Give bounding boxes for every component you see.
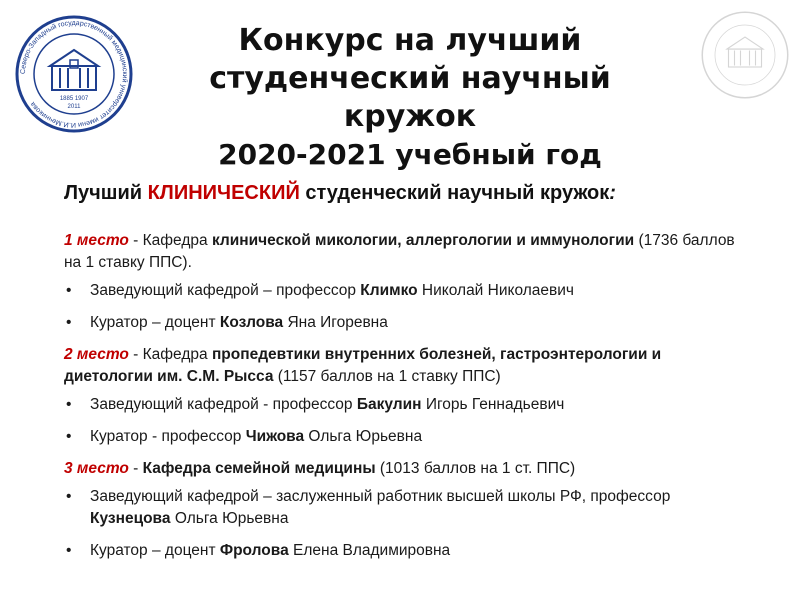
surname: Климко xyxy=(360,282,418,299)
role-text: Куратор – доцент xyxy=(90,542,220,559)
place-entry xyxy=(64,230,754,274)
results-list xyxy=(64,230,754,572)
bullet-icon: • xyxy=(66,428,72,445)
surname: Козлова xyxy=(219,314,284,331)
role-text: Заведующий кафедрой - профессор xyxy=(90,396,357,413)
bullet-icon: • xyxy=(66,396,72,413)
bullet-icon: • xyxy=(66,314,72,331)
place-label: 1 место xyxy=(64,232,129,249)
bullet-icon: • xyxy=(66,282,72,299)
heading-suffix: студенческий научный кружок xyxy=(299,182,610,204)
place-score: (1013 баллов на 1 ст. ППС) xyxy=(375,460,576,477)
given-names: Игорь Геннадьевич xyxy=(421,396,565,413)
staff-list xyxy=(64,394,754,448)
svg-text:1885 1907: 1885 1907 xyxy=(59,96,89,102)
given-names: Яна Игоревна xyxy=(283,314,388,331)
list-item xyxy=(64,394,754,416)
surname: Кузнецова xyxy=(90,510,171,527)
title-line-3: 2020-2021 учебный год xyxy=(218,138,602,171)
role-text: Заведующий кафедрой – профессор xyxy=(90,282,361,299)
role-text: Куратор – доцент xyxy=(90,314,220,331)
heading-prefix: Лучший xyxy=(64,182,148,204)
list-item xyxy=(64,426,754,448)
place-label: 2 место xyxy=(64,346,129,363)
department-name: пропедевтики внутренних болезней, гастроэнтерологии и диетологии им. С.М. Рысса xyxy=(64,346,662,385)
place-score: (1157 баллов на 1 ставку ППС) xyxy=(273,368,501,385)
surname: Бакулин xyxy=(356,396,422,413)
place-entry xyxy=(64,344,754,388)
title-line-1: Конкурс на лучший xyxy=(238,23,582,58)
bullet-icon: • xyxy=(66,542,72,559)
staff-list xyxy=(64,280,754,334)
list-item xyxy=(64,540,754,562)
bullet-icon: • xyxy=(66,488,72,505)
place-score: (1736 баллов на 1 ставку ППС). xyxy=(64,232,735,271)
list-item xyxy=(64,280,754,302)
place-text: - Кафедра xyxy=(128,346,212,363)
place-text: - xyxy=(128,460,143,477)
place-text: - Кафедра xyxy=(128,232,212,249)
section-heading xyxy=(64,182,616,205)
surname: Чижова xyxy=(245,428,305,445)
role-text: Куратор - профессор xyxy=(90,428,246,445)
university-logo-watermark xyxy=(700,10,790,100)
heading-colon: : xyxy=(609,182,616,204)
department-name: Кафедра семейной медицины xyxy=(142,460,376,477)
list-item xyxy=(64,486,754,530)
heading-highlight: КЛИНИЧЕСКИЙ xyxy=(147,182,300,204)
title-line-2: студенческий научный кружок xyxy=(209,61,611,134)
given-names: Ольга Юрьевна xyxy=(170,510,289,527)
role-text: Заведующий кафедрой – заслуженный работник высшей школы РФ, профессор xyxy=(90,488,671,505)
place-label: 3 место xyxy=(64,460,129,477)
department-name: клинической микологии, аллергологии и иммунологии xyxy=(211,232,635,249)
page-title xyxy=(140,22,680,174)
given-names: Николай Николаевич xyxy=(417,282,574,299)
surname: Фролова xyxy=(219,542,289,559)
svg-text:2011: 2011 xyxy=(67,104,81,110)
given-names: Елена Владимировна xyxy=(288,542,451,559)
staff-list xyxy=(64,486,754,562)
given-names: Ольга Юрьевна xyxy=(304,428,423,445)
university-logo xyxy=(14,14,134,134)
place-entry xyxy=(64,458,754,480)
list-item xyxy=(64,312,754,334)
svg-text:Северо-Западный государственны: Северо-Западный государственный медицинский университет имени И.И.Мечникова xyxy=(19,19,129,129)
